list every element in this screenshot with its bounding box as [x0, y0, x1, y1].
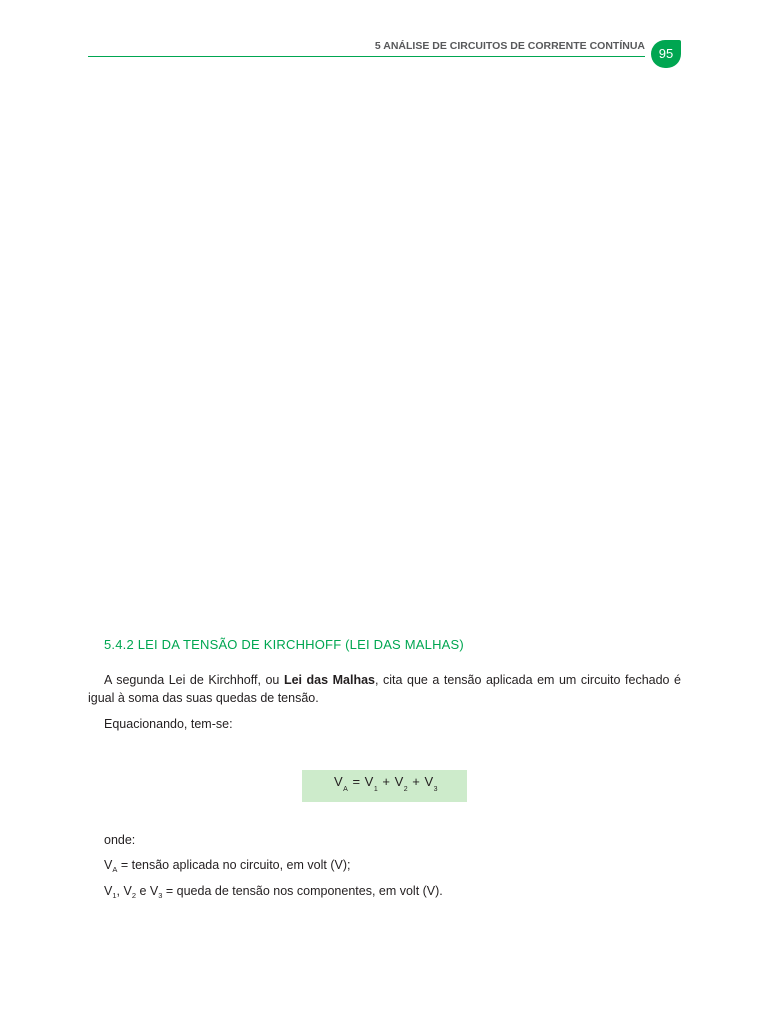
paragraph-text-end: , cita que a tensão aplicada em um circuito fechado é igual à soma das suas quedas de tensão.: [88, 673, 681, 705]
equation-plus-1: +: [378, 774, 395, 789]
equation-box: [302, 770, 467, 802]
equation-term-3-var: V: [424, 774, 434, 789]
definition-v3-sub: 3: [158, 891, 163, 900]
equation-equals: =: [348, 774, 365, 789]
equation-plus-2: +: [408, 774, 425, 789]
definition-v2-var: V: [123, 884, 132, 898]
paragraph-kirchhoff-law: [88, 671, 681, 707]
definition-v123-text: = queda de tensão nos componentes, em volt (V).: [162, 884, 443, 898]
paragraph-bold-term: Lei das Malhas: [283, 673, 375, 687]
running-header: [88, 39, 645, 57]
definition-v1-var: V: [104, 884, 113, 898]
equation: [334, 774, 474, 793]
definition-va-text: = tensão aplicada no circuito, em volt (V);: [117, 858, 351, 872]
definition-separator-1: ,: [116, 884, 124, 898]
definition-va-sub: A: [112, 865, 118, 874]
equation-term-2-var: V: [394, 774, 404, 789]
definition-v1-sub: 1: [112, 891, 117, 900]
equation-term-2-sub: 2: [403, 786, 409, 793]
equation-lhs-sub: A: [343, 786, 349, 793]
definition-va-var: V: [104, 858, 113, 872]
equation-lhs-var: V: [334, 774, 344, 789]
equation-term-1-var: V: [364, 774, 374, 789]
paragraph-text-start: A segunda Lei de Kirchhoff, ou: [104, 673, 284, 687]
definition-v2-sub: 2: [131, 891, 136, 900]
definition-separator-2: e: [135, 884, 150, 898]
equation-term-1-sub: 1: [373, 786, 379, 793]
page-number-badge: 95: [651, 40, 681, 68]
running-header-title: 5 ANÁLISE DE CIRCUITOS DE CORRENTE CONTÍNUA: [374, 40, 645, 52]
definition-va: [104, 858, 350, 874]
onde-label: onde:: [104, 833, 136, 847]
paragraph-equacionando: Equacionando, tem-se:: [104, 717, 233, 731]
equation-term-3-sub: 3: [433, 786, 439, 793]
section-heading: 5.4.2 LEI DA TENSÃO DE KIRCHHOFF (LEI DAS MALHAS): [104, 637, 464, 652]
definition-v3-var: V: [149, 884, 159, 898]
definition-v123: [104, 884, 443, 900]
